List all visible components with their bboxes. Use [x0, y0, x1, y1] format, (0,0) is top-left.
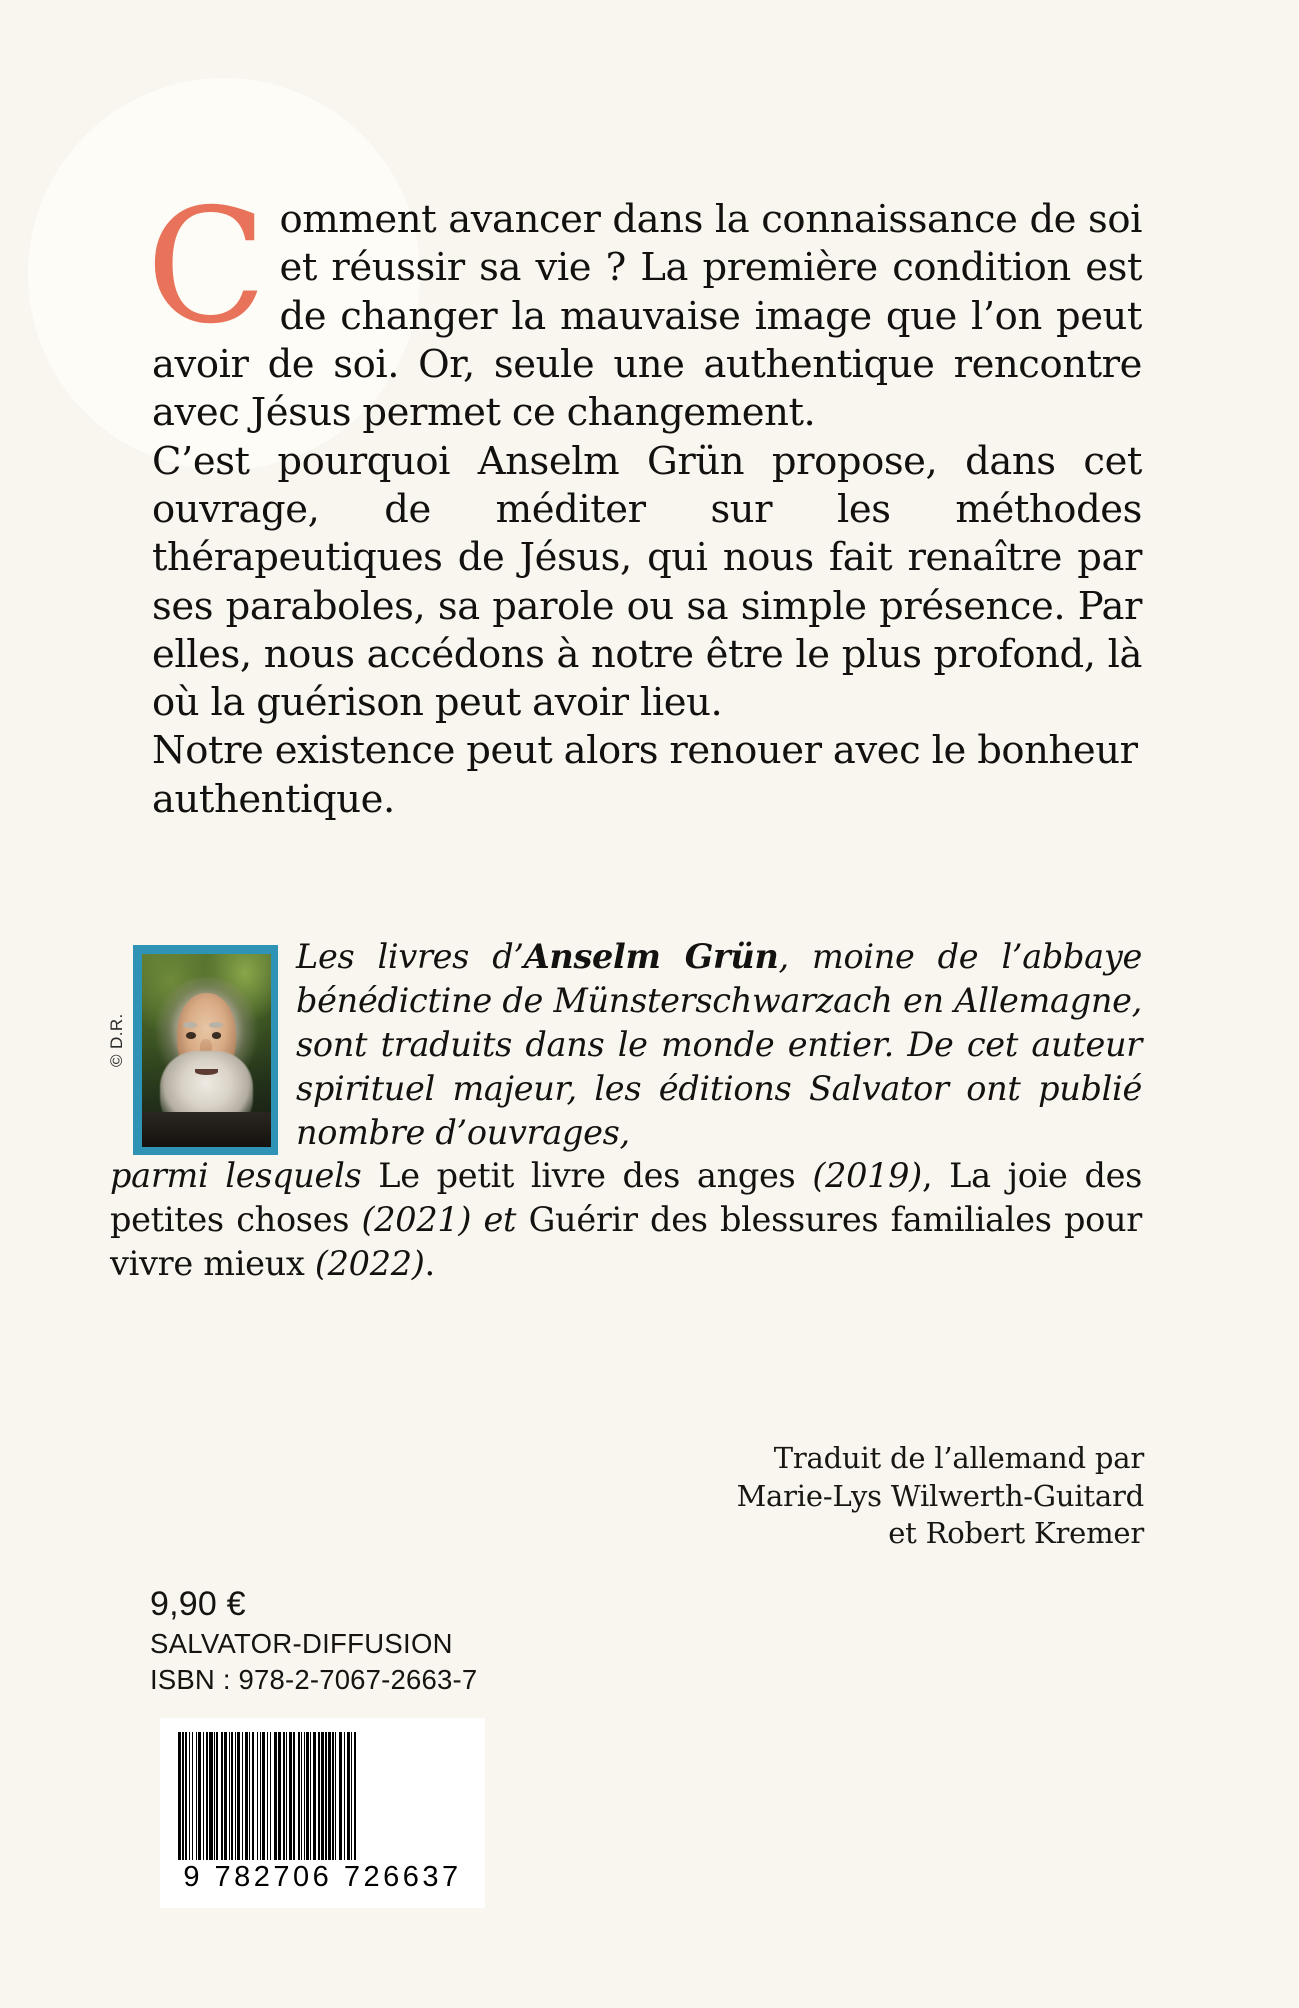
price: 9,90 € [150, 1585, 246, 1623]
bio-separator-2: et [471, 1200, 529, 1240]
blurb-paragraph-1 [146, 175, 1142, 438]
photo-brow-left [183, 1022, 197, 1028]
photo-eye-right [212, 1032, 222, 1039]
bio-end-period: . [424, 1244, 435, 1284]
pricing-block [150, 1582, 477, 1698]
photo-eye-left [186, 1032, 196, 1039]
photo-credit: © D.R. [107, 1013, 126, 1067]
author-name: Anselm Grün [523, 937, 779, 976]
barcode-digits: 9 782706 726637 [183, 1861, 462, 1893]
blurb-text [146, 175, 1142, 824]
translator-credit [624, 1440, 1144, 1553]
bio-book-title-2: La joie des petites choses [110, 1156, 1143, 1240]
drop-cap-letter: C [146, 175, 267, 359]
translator-line-1: Traduit de l’allemand par [773, 1441, 1144, 1475]
translator-line-3: et Robert Kremer [888, 1516, 1144, 1551]
blurb-paragraph-3: Notre existence peut alors renouer avec le bonheur authentique. [152, 728, 1138, 822]
barcode [160, 1718, 485, 1908]
bio-text-lead: Les livres d’ [296, 937, 524, 976]
bio-separator-1: , [921, 1156, 950, 1196]
blurb-paragraph-2: C’est pourquoi Anselm Grün propose, dans cet ouvrage, de méditer sur les méthodes thérapeutiques de Jésus, qui nous fait renaître par ses paraboles, sa parole ou sa simple présence. Par elles, nous accédons à notre être le plus profond, là où la guérison peut avoir lieu. [152, 438, 1142, 726]
blurb-paragraph-1-body: omment avancer dans la connaissance de soi et réussir sa vie ? La première condition est de changer la mauvaise image que l’on peut avoir de soi. Or, seule une authentique rencontre avec Jésus permet ce changement. [152, 197, 1142, 436]
author-photo [133, 945, 278, 1155]
photo-brow-right [209, 1022, 223, 1028]
translator-line-2: Marie-Lys Wilwerth-Guitard [736, 1478, 1144, 1513]
isbn: ISBN : 978-2-7067-2663-7 [150, 1663, 478, 1695]
bio-book-year-2: (2021) [361, 1200, 472, 1240]
author-photo-image [142, 954, 271, 1147]
bio-book-title-3: Guérir des blessures familiales pour vivre mieux [110, 1200, 1143, 1284]
bio-book-title-1: Le petit livre des anges [378, 1156, 796, 1196]
bio-book-year-3: (2022) [314, 1244, 425, 1284]
distributor: SALVATOR-DIFFUSION [150, 1628, 453, 1660]
author-bio-text [296, 935, 1142, 1154]
author-bio-block [107, 935, 1143, 1286]
bio-book-year-1: (2019) [812, 1156, 922, 1196]
barcode-bars [178, 1732, 468, 1860]
photo-habit [142, 1112, 271, 1147]
bio-text-body: , moine de l’abbaye bénédictine de Münsterschwarzach en Allemagne, sont traduits dans le monde entier. De cet auteur spirituel majeur, les éditions Salvator ont publié nombre d’ouvrages, [296, 937, 1143, 1152]
bio-parmi-lesquels: parmi lesquels [110, 1156, 362, 1196]
author-bio-titles [110, 1154, 1142, 1286]
